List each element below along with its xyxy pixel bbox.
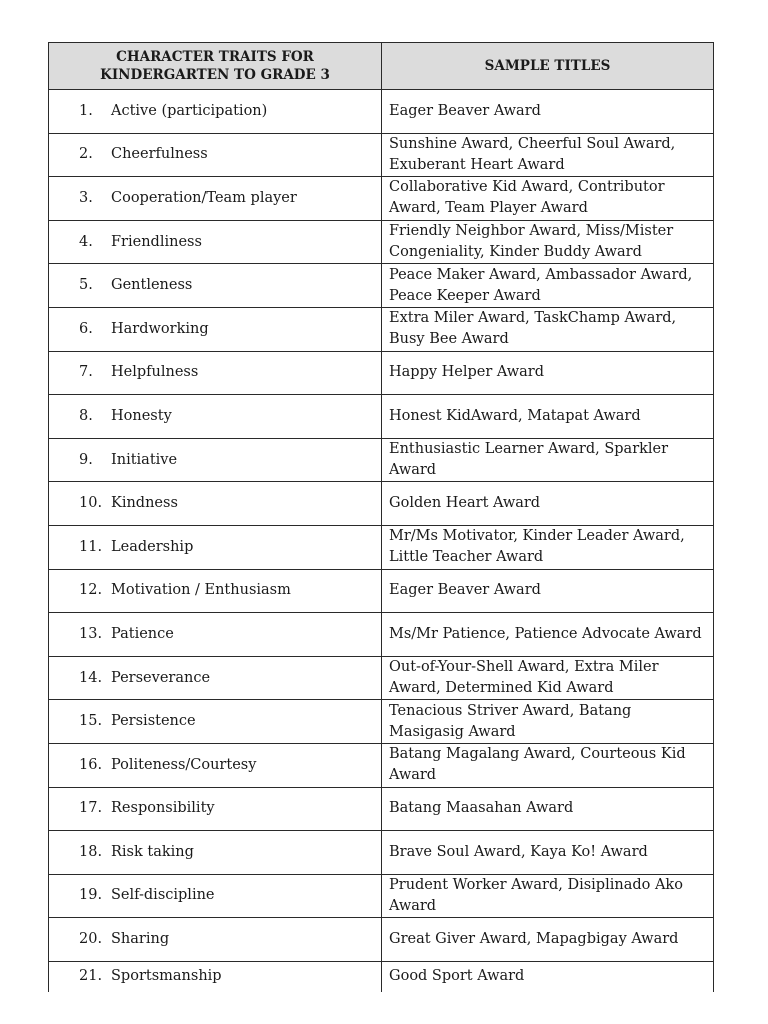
sample-titles-cell: Out-of-Your-Shell Award, Extra Miler Award, Determined Kid Award [382, 656, 714, 700]
sample-titles-cell: Batang Magalang Award, Courteous Kid Award [382, 743, 714, 787]
trait-number: 12. [79, 582, 103, 599]
trait-cell [49, 787, 382, 831]
sample-titles-cell: Honest KidAward, Matapat Award [382, 395, 714, 439]
table-row [49, 438, 714, 482]
trait-name: Cooperation/Team player [111, 189, 297, 206]
trait-name: Initiative [111, 451, 178, 468]
trait-cell [49, 525, 382, 569]
table-row [49, 700, 714, 744]
trait-cell [49, 264, 382, 308]
sample-titles-cell: Good Sport Award [382, 961, 714, 992]
table-row [49, 961, 714, 992]
trait-name: Patience [111, 625, 174, 642]
trait-number: 17. [79, 800, 103, 817]
trait-name: Gentleness [111, 277, 193, 294]
header-row [49, 43, 714, 90]
trait-number: 2. [79, 146, 93, 163]
trait-number: 21. [79, 968, 103, 985]
table-row [49, 787, 714, 831]
trait-cell [49, 743, 382, 787]
trait-cell [49, 220, 382, 264]
table-row [49, 90, 714, 134]
header-col1-line1: CHARACTER TRAITS FOR [116, 49, 314, 65]
header-col1-line2: KINDERGARTEN TO GRADE 3 [100, 67, 330, 83]
table-header [49, 43, 714, 90]
trait-number: 5. [79, 277, 93, 294]
trait-cell [49, 656, 382, 700]
trait-name: Sportsmanship [111, 968, 222, 985]
table-row [49, 482, 714, 526]
table-row [49, 177, 714, 221]
sample-titles-cell: Sunshine Award, Cheerful Soul Award, Exuberant Heart Award [382, 133, 714, 177]
trait-name: Honesty [111, 407, 172, 424]
trait-name: Kindness [111, 495, 178, 512]
sample-titles-cell: Batang Maasahan Award [382, 787, 714, 831]
table-row [49, 351, 714, 395]
sample-titles-cell: Eager Beaver Award [382, 90, 714, 134]
sample-titles-cell: Friendly Neighbor Award, Miss/Mister Congeniality, Kinder Buddy Award [382, 220, 714, 264]
sample-titles-cell: Extra Miler Award, TaskChamp Award, Busy Bee Award [382, 307, 714, 351]
sample-titles-cell: Enthusiastic Learner Award, Sparkler Award [382, 438, 714, 482]
trait-number: 15. [79, 713, 103, 730]
trait-cell [49, 351, 382, 395]
trait-number: 4. [79, 233, 93, 250]
trait-cell [49, 438, 382, 482]
trait-name: Leadership [111, 538, 194, 555]
sample-titles-cell: Great Giver Award, Mapagbigay Award [382, 918, 714, 962]
trait-cell [49, 961, 382, 992]
table-row [49, 525, 714, 569]
trait-name: Hardworking [111, 320, 209, 337]
trait-name: Helpfulness [111, 364, 199, 381]
table-body [49, 90, 714, 992]
trait-number: 1. [79, 102, 93, 119]
sample-titles-cell: Happy Helper Award [382, 351, 714, 395]
trait-number: 14. [79, 669, 103, 686]
trait-name: Risk taking [111, 843, 194, 860]
table-row [49, 395, 714, 439]
trait-name: Self-discipline [111, 887, 215, 904]
table-row [49, 613, 714, 657]
trait-name: Active (participation) [111, 102, 268, 119]
sample-titles-cell: Mr/Ms Motivator, Kinder Leader Award, Little Teacher Award [382, 525, 714, 569]
sample-titles-cell: Eager Beaver Award [382, 569, 714, 613]
sample-titles-cell: Prudent Worker Award, Disiplinado Ako Award [382, 874, 714, 918]
trait-number: 10. [79, 495, 103, 512]
trait-name: Motivation / Enthusiasm [111, 582, 291, 599]
trait-number: 7. [79, 364, 93, 381]
table-row [49, 831, 714, 875]
trait-cell [49, 395, 382, 439]
sample-titles-cell: Brave Soul Award, Kaya Ko! Award [382, 831, 714, 875]
sample-titles-cell: Collaborative Kid Award, Contributor Award, Team Player Award [382, 177, 714, 221]
trait-cell [49, 90, 382, 134]
trait-name: Politeness/Courtesy [111, 756, 257, 773]
sample-titles-cell: Peace Maker Award, Ambassador Award, Peace Keeper Award [382, 264, 714, 308]
trait-cell [49, 874, 382, 918]
trait-name: Cheerfulness [111, 146, 208, 163]
trait-number: 9. [79, 451, 93, 468]
trait-name: Perseverance [111, 669, 211, 686]
table-row [49, 656, 714, 700]
trait-number: 19. [79, 887, 103, 904]
trait-cell [49, 918, 382, 962]
trait-number: 8. [79, 407, 93, 424]
trait-cell [49, 177, 382, 221]
trait-number: 11. [79, 538, 103, 555]
header-character-traits [49, 43, 382, 90]
sample-titles-cell: Golden Heart Award [382, 482, 714, 526]
sample-titles-cell: Tenacious Striver Award, Batang Masigasig Award [382, 700, 714, 744]
trait-number: 6. [79, 320, 93, 337]
trait-cell [49, 133, 382, 177]
trait-cell [49, 831, 382, 875]
table-row [49, 307, 714, 351]
table-row [49, 569, 714, 613]
trait-cell [49, 307, 382, 351]
trait-name: Responsibility [111, 800, 215, 817]
table-row [49, 874, 714, 918]
sample-titles-cell: Ms/Mr Patience, Patience Advocate Award [382, 613, 714, 657]
trait-number: 20. [79, 931, 103, 948]
trait-number: 3. [79, 189, 93, 206]
trait-number: 13. [79, 625, 103, 642]
trait-cell [49, 700, 382, 744]
character-traits-table [48, 42, 714, 992]
trait-cell [49, 482, 382, 526]
trait-name: Persistence [111, 713, 196, 730]
trait-cell [49, 613, 382, 657]
trait-number: 18. [79, 843, 103, 860]
trait-name: Friendliness [111, 233, 202, 250]
table-row [49, 918, 714, 962]
trait-cell [49, 569, 382, 613]
table-row [49, 264, 714, 308]
trait-name: Sharing [111, 931, 170, 948]
table-row [49, 220, 714, 264]
table-row [49, 743, 714, 787]
header-sample-titles: SAMPLE TITLES [382, 43, 714, 90]
table-row [49, 133, 714, 177]
trait-number: 16. [79, 756, 103, 773]
